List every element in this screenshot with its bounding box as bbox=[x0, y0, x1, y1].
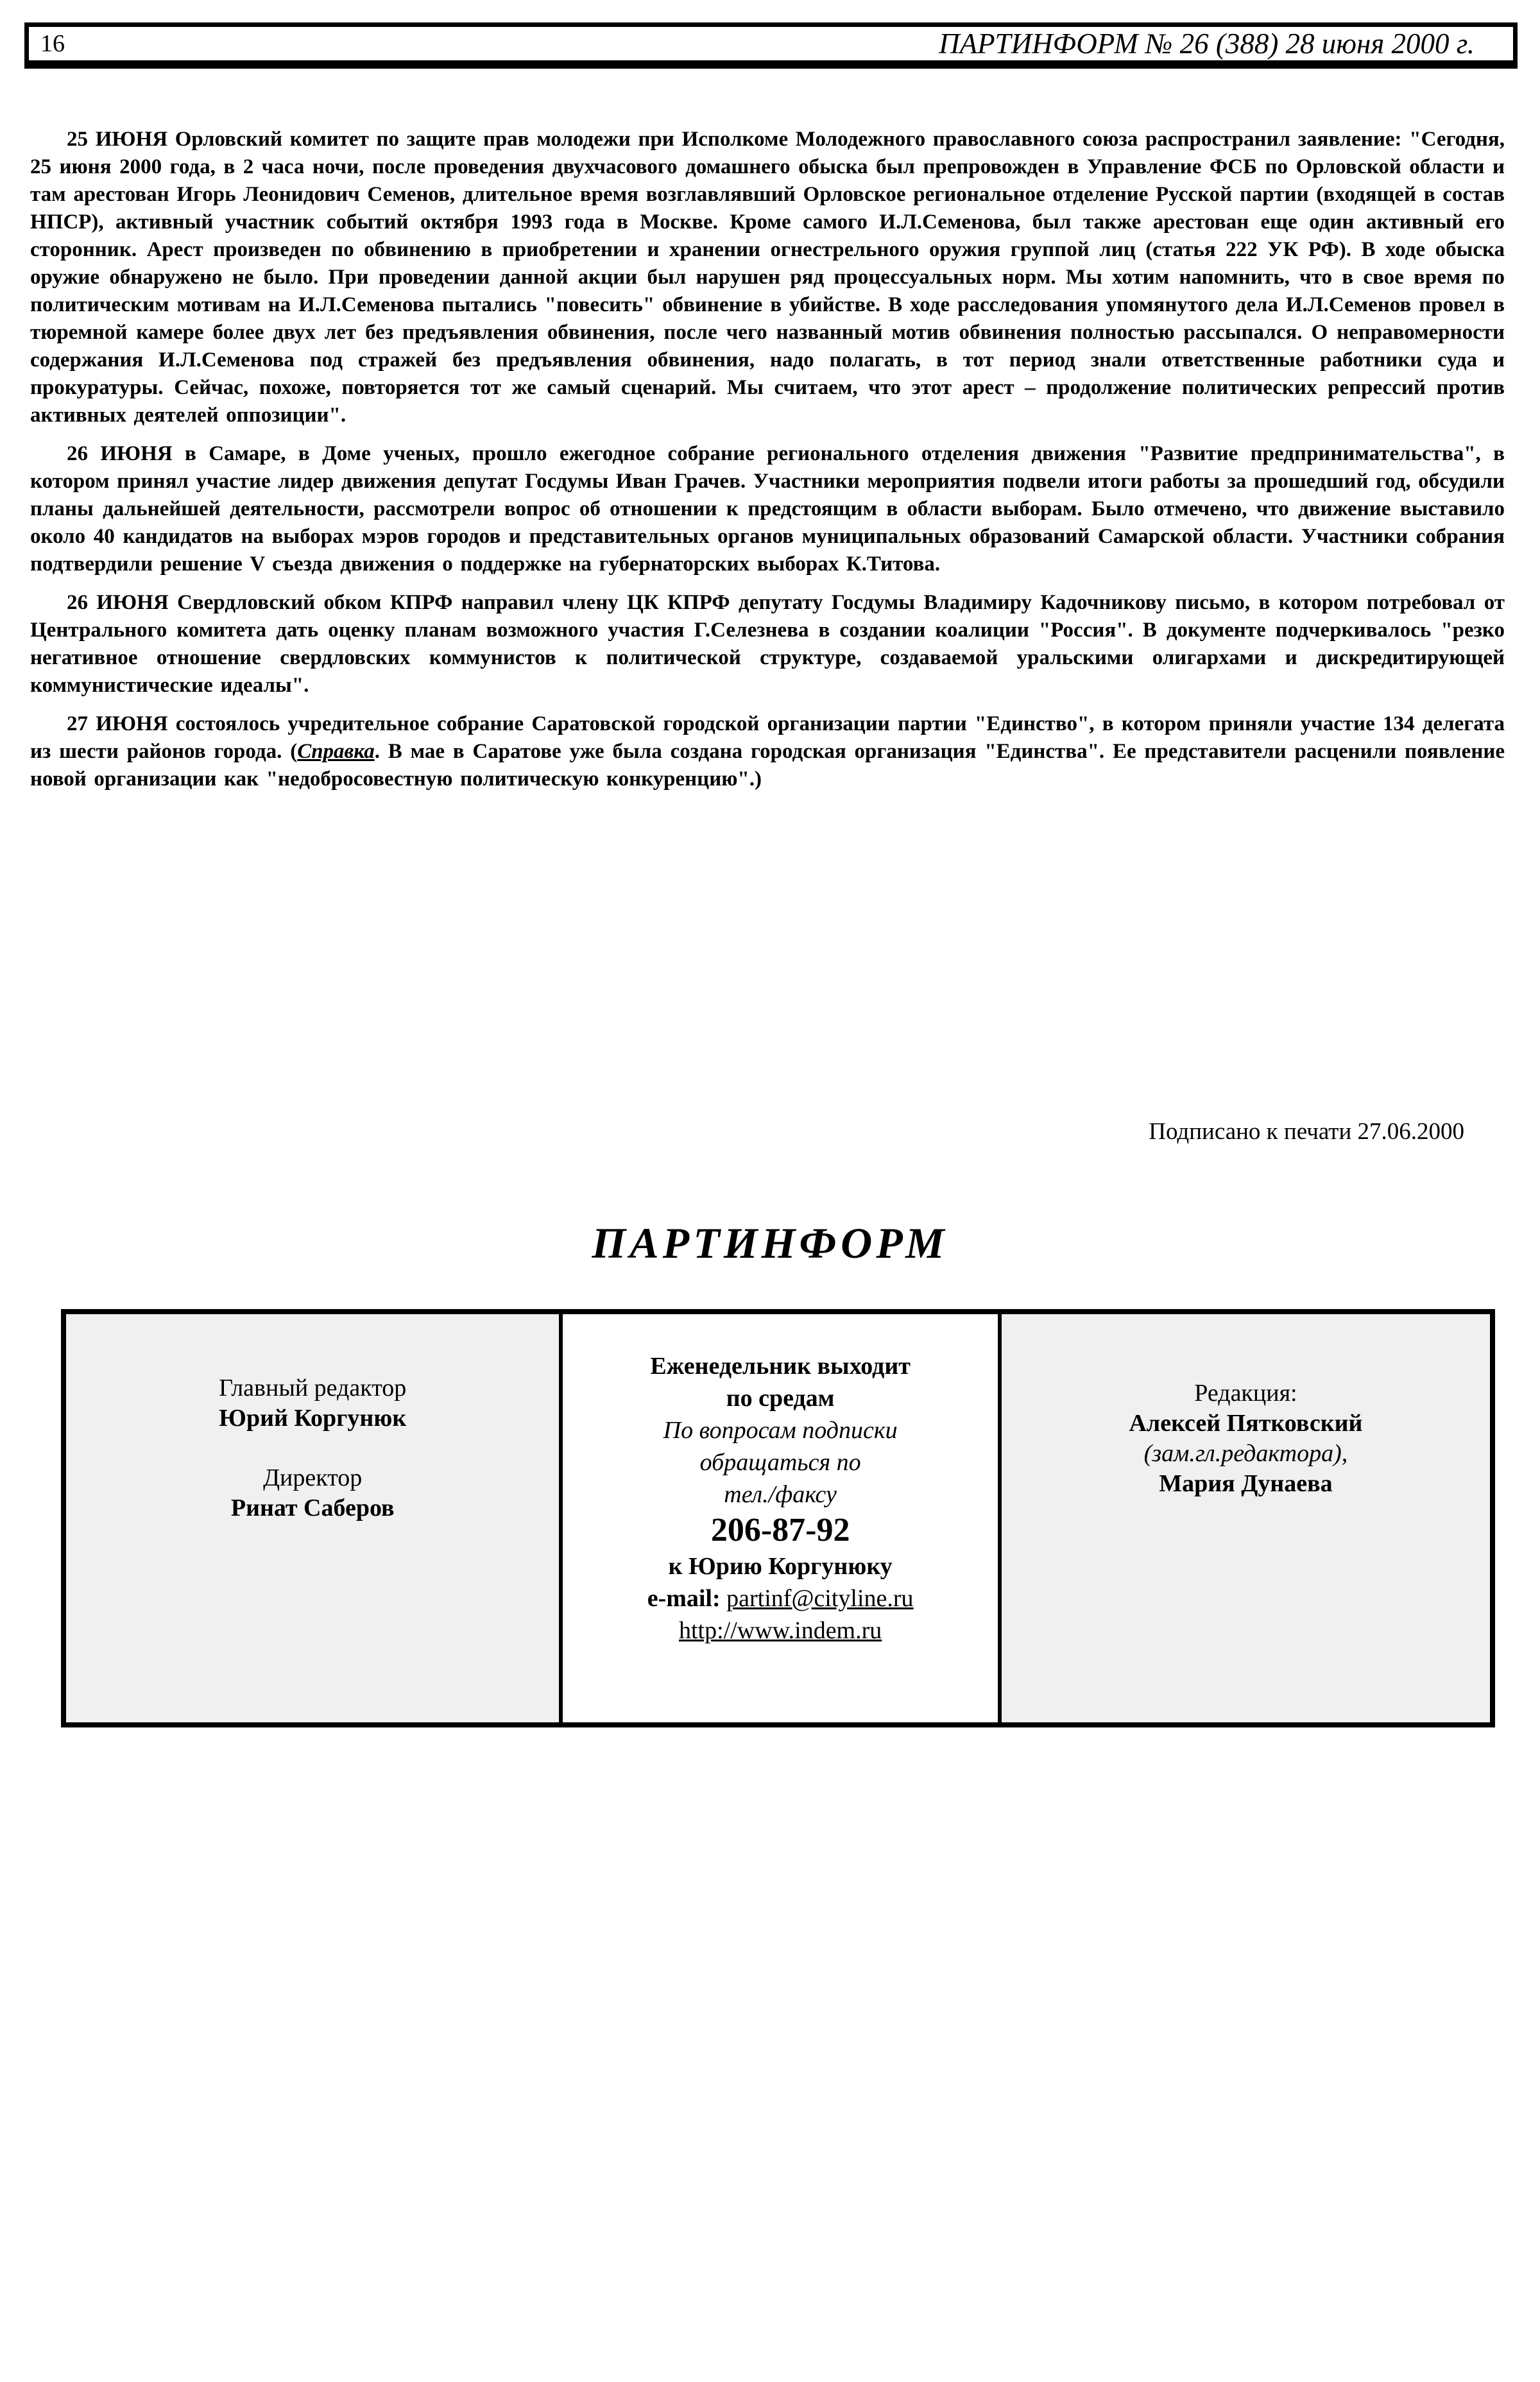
spacer bbox=[66, 1434, 559, 1463]
page-number: 16 bbox=[40, 30, 65, 57]
imprint-cell-subscription bbox=[563, 1314, 1001, 1722]
schedule-line-1: Еженедельник выходит bbox=[650, 1353, 911, 1380]
article-paragraph-4-text: 27 ИЮНЯ состоялось учредительное собрание Саратовской городской организации партии "Единство", в котором приняли участие 134 делегата из шести районов города. ( bbox=[30, 712, 1505, 763]
redaction-label: Редакция: bbox=[1194, 1380, 1297, 1407]
masthead-title: ПАРТИНФОРМ bbox=[592, 1219, 948, 1267]
schedule-line-2: по средам bbox=[726, 1385, 835, 1412]
imprint-cell-editors bbox=[66, 1314, 563, 1722]
director-role: Директор bbox=[263, 1464, 363, 1491]
website-link[interactable]: http://www.indem.ru bbox=[678, 1617, 882, 1644]
signed-to-print: Подписано к печати 27.06.2000 bbox=[1149, 1118, 1464, 1145]
website-line bbox=[563, 1615, 997, 1647]
email-line bbox=[563, 1582, 997, 1615]
subscription-line-1: По вопросам подписки bbox=[663, 1417, 898, 1444]
header-title: ПАРТИНФОРМ № 26 (388) 28 июня 2000 г. bbox=[939, 27, 1475, 60]
phone-contact-name: к Юрию Коргунюку bbox=[668, 1553, 893, 1580]
imprint-cell-redaction bbox=[1002, 1314, 1490, 1722]
chief-editor-role: Главный редактор bbox=[219, 1375, 407, 1401]
article-paragraph-1: 25 ИЮНЯ Орловский комитет по защите прав молодежи при Исполкоме Молодежного православного союза распространил заявление: "Сегодня, 25 июня 2000 года, в 2 часа ночи, после проведения двухчасового домашнего обыска был препровожден в Управление ФСБ по Орловской области и там арестован Игорь Леонидович Семенов, длительное время возглавлявший Орловское региональное отделение Русской партии (входящей в состав НПСР), активный участник событий октября 1993 года в Москве. Кроме самого И.Л.Семенова, был также арестован еще один активный его сторонник. Арест произведен по обвинению в приобретении и хранении огнестрельного оружия группой лиц (статья 222 УК РФ). В ходе обыска оружие обнаружено не было. При проведении данной акции был нарушен ряд процессуальных норм. Мы хотим напомнить, что в свое время по политическим мотивам на И.Л.Семенова пытались "повесить" обвинение в убийстве. В ходе расследования упомянутого дела И.Л.Семенов провел в тюремной камере более двух лет без предъявления обвинения, после чего названный мотив обвинения полностью рассыпался. О неправомерности содержания И.Л.Семенова под стражей без предъявления обвинения, надо полагать, в тот период знали ответственные работники суда и прокуратуры. Сейчас, похоже, повторяется тот же самый сценарий. Мы считаем, что этот арест – продолжение политических репрессий против активных деятелей оппозиции". bbox=[30, 128, 1505, 427]
news-body bbox=[30, 126, 1505, 804]
staff-name: Мария Дунаева bbox=[1159, 1470, 1333, 1497]
article-paragraph-4 bbox=[30, 710, 1505, 793]
article-paragraph-4-tail: . В мае в Саратове уже была создана городская организация "Единства". Ее представители расценили появление новой организации как "недобросовестную политическую конкуренцию".) bbox=[30, 740, 1505, 791]
email-label: e-mail: bbox=[647, 1585, 721, 1612]
chief-editor-name: Юрий Коргунюк bbox=[219, 1405, 407, 1432]
deputy-editor-role: (зам.гл.редактора), bbox=[1143, 1440, 1348, 1467]
subscription-line-2: обращаться по bbox=[699, 1449, 861, 1476]
imprint-table bbox=[61, 1309, 1495, 1727]
deputy-editor-name: Алексей Пятковский bbox=[1129, 1410, 1363, 1437]
phone-number: 206-87-92 bbox=[710, 1512, 850, 1548]
email-link[interactable]: partinf@cityline.ru bbox=[726, 1585, 914, 1612]
director-name: Ринат Саберов bbox=[230, 1495, 395, 1521]
page-header bbox=[24, 22, 1518, 69]
subscription-line-3: тел./факсу bbox=[724, 1481, 837, 1508]
article-paragraph-2: 26 ИЮНЯ в Самаре, в Доме ученых, прошло ежегодное собрание регионального отделения движения "Развитие предпринимательства", в котором принял участие лидер движения депутат Госдумы Иван Грачев. Участники мероприятия подвели итоги работы за прошедший год, обсудили планы дальнейшей деятельности, рассмотрели вопрос об отношении к предстоящим в области выборам. Было отмечено, что движение выставило около 40 кандидатов на выборах мэров городов и представительных органов муниципальных образований Самарской области. Участники собрания подтвердили решение V съезда движения о поддержке на губернаторских выборах К.Титова. bbox=[30, 442, 1505, 576]
spravka-link[interactable]: Справка bbox=[297, 740, 375, 763]
article-paragraph-3: 26 ИЮНЯ Свердловский обком КПРФ направил члену ЦК КПРФ депутату Госдумы Владимиру Кадочникову письмо, в котором потребовал от Центрального комитета дать оценку планам возможного участия Г.Селезнева в создании коалиции "Россия". В документе подчеркивалось "резко негативное отношение свердловских коммунистов к политической структуре, создаваемой уральскими олигархами и дискредитирующей коммунистические идеалы". bbox=[30, 591, 1505, 697]
